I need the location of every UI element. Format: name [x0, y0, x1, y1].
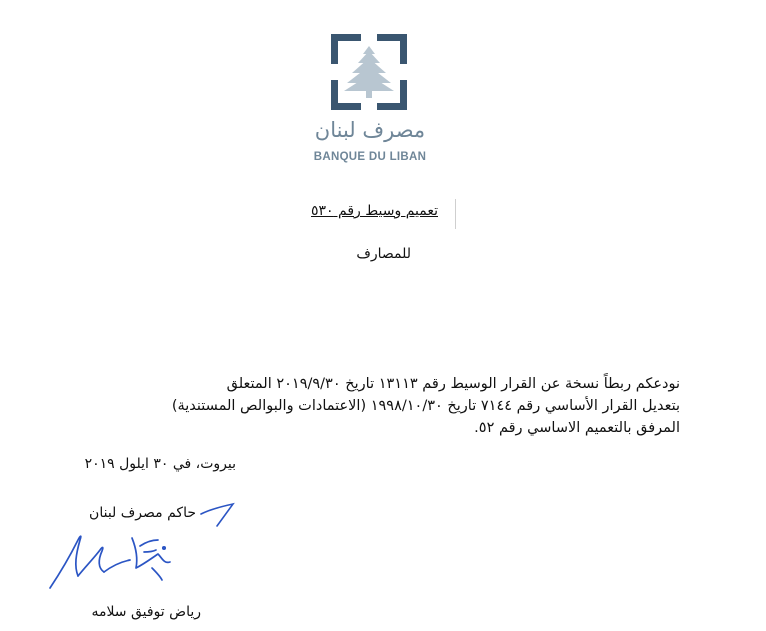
body-line-2: بتعديل القرار الأساسي رقم ٧١٤٤ تاريخ ١٩٩٨/١٠/٣٠ (الاعتمادات والبوالص المستندية): [171, 398, 680, 414]
signer-title: حاكم مصرف لبنان: [89, 505, 196, 521]
signer-name: رياض توفيق سلامه: [91, 604, 201, 620]
letterhead-french-name: BANQUE DU LIBAN: [313, 151, 427, 163]
signature-stroke-icon: [195, 500, 240, 530]
letterhead-arabic-name: مصرف لبنان: [314, 118, 426, 142]
body-paragraph: [60, 373, 680, 439]
circular-title: تعميم وسيط رقم ٥٣٠: [311, 203, 438, 219]
place-and-date: بيروت، في ٣٠ ايلول ٢٠١٩: [84, 456, 236, 472]
cedar-tree-logo: [331, 34, 407, 110]
handwritten-signature: [40, 518, 190, 598]
body-line-3: المرفق بالتعميم الاساسي رقم ٥٢.: [474, 420, 680, 436]
body-line-1: نودعكم ربطاً نسخة عن القرار الوسيط رقم ١٣١١٣ تاريخ ٢٠١٩/٩/٣٠ المتعلق: [226, 376, 680, 392]
vertical-divider: [455, 199, 456, 229]
recipient-line: للمصارف: [356, 246, 411, 262]
